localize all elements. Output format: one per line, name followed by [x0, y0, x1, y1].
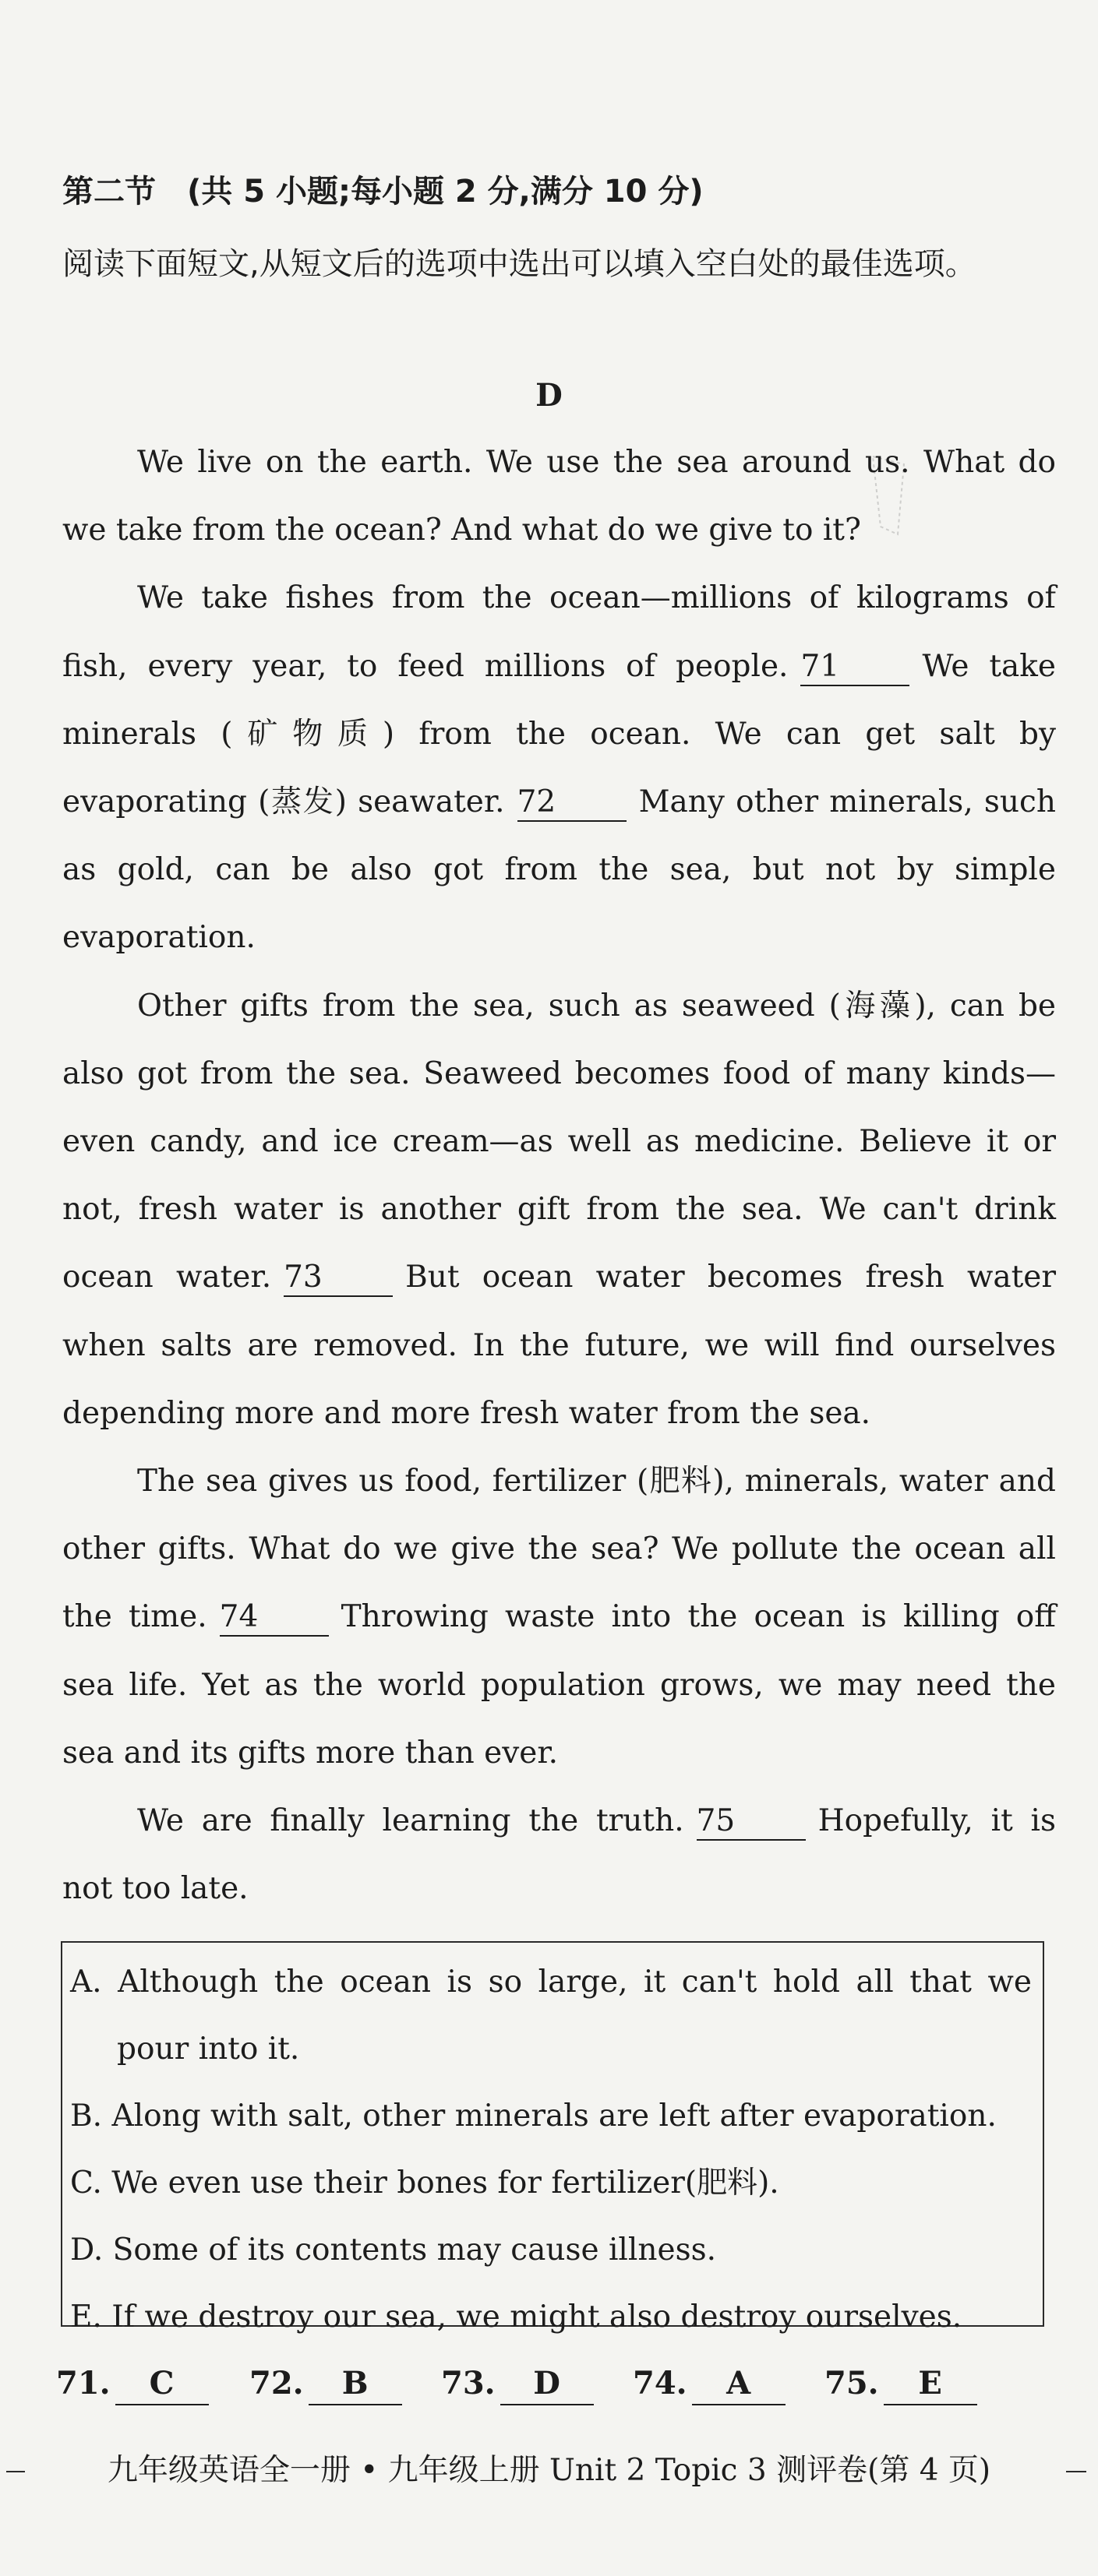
answer-75	[824, 2352, 977, 2415]
answer-value: D	[500, 2363, 594, 2405]
passage-paragraph-1	[62, 428, 1056, 564]
blank-73: 73	[284, 1260, 393, 1297]
paragraph-text: We live on the earth. We use the sea around us. What do we take from the ocean? And what do we give to it?	[62, 445, 1056, 548]
answer-value: B	[309, 2363, 402, 2405]
paragraph-text-before: We are finally learning the truth.	[137, 1803, 684, 1839]
passage-paragraph-2	[62, 564, 1056, 971]
option-b: B. Along with salt, other minerals are left after evaporation.	[70, 2099, 997, 2134]
paragraph-text-after: Throwing waste into the ocean is killing off sea life. Yet as the world population grows, we may need the sea and its gifts more than ever.	[62, 1599, 1056, 1771]
option-d: D. Some of its contents may cause illness.	[70, 2232, 716, 2268]
paragraph-text-before: The sea gives us food, fertilizer (肥料), minerals, water and other gifts. What do we give the sea? We pollute the ocean all the time.	[62, 1464, 1056, 1635]
blank-74: 74	[220, 1599, 329, 1637]
passage-body	[62, 428, 1056, 1922]
paragraph-text-before: Other gifts from the sea, such as seaweed (海藻), can be also got from the sea. Seaweed becomes food of many kinds—even candy, and ice cream—as well as medicine. Believe it or not, fresh water is another gift from the sea. We can't drink ocean water.	[62, 988, 1056, 1295]
footer-text: 九年级英语全一册 • 九年级上册 Unit 2 Topic 3 测评卷(第 4 页)	[107, 2453, 991, 2488]
answer-72	[249, 2352, 402, 2415]
answer-74	[633, 2352, 786, 2415]
paragraph-text-after: Many other minerals, such as gold, can be also got from the sea, but not by simple evaporation.	[62, 784, 1056, 956]
paragraph-text-after: Hopefully, it is not too late.	[62, 1803, 1056, 1907]
footer-rule-right	[1066, 2471, 1086, 2472]
paragraph-text-before: We take fishes from the ocean—millions of kilograms of fish, every year, to feed millions of people.	[62, 580, 1056, 684]
answer-value: C	[115, 2363, 209, 2405]
option-c: C. We even use their bones for fertilizer(肥料).	[70, 2165, 779, 2201]
blank-75: 75	[697, 1803, 806, 1841]
passage-paragraph-4	[62, 1447, 1056, 1787]
option-a: A. Although the ocean is so large, it can't hold all that we pour into it.	[70, 1965, 1032, 2067]
page-footer	[0, 2440, 1098, 2502]
passage-paragraph-5	[62, 1787, 1056, 1922]
answer-row	[56, 2352, 1069, 2415]
section-instruction: 阅读下面短文,从短文后的选项中选出可以填入空白处的最佳选项。	[62, 246, 976, 282]
section-heading: 第二节 (共 5 小题;每小题 2 分,满分 10 分)	[62, 174, 704, 210]
answer-number: 73.	[441, 2365, 496, 2402]
blank-71: 71	[800, 649, 909, 686]
answer-number: 75.	[824, 2365, 879, 2402]
paragraph-text-after: But ocean water becomes fresh water when salts are removed. In the future, we will find ourselves depending more and more fresh water from the sea.	[62, 1260, 1056, 1431]
option-e: E. If we destroy our sea, we might also destroy ourselves.	[70, 2299, 962, 2335]
passage-paragraph-3	[62, 972, 1056, 1447]
answer-73	[441, 2352, 594, 2415]
answer-71	[56, 2352, 209, 2415]
answer-value: E	[884, 2363, 977, 2405]
answer-value: A	[692, 2363, 786, 2405]
options-box	[61, 1941, 1044, 2335]
passage-title: D	[535, 377, 563, 414]
answer-number: 71.	[56, 2365, 111, 2402]
answer-number: 72.	[249, 2365, 304, 2402]
blank-72: 72	[517, 784, 627, 822]
answer-number: 74.	[633, 2365, 687, 2402]
paragraph-text-middle: We take minerals (矿物质) from the ocean. We can get salt by evaporating (蒸发) seawater.	[62, 648, 1056, 820]
